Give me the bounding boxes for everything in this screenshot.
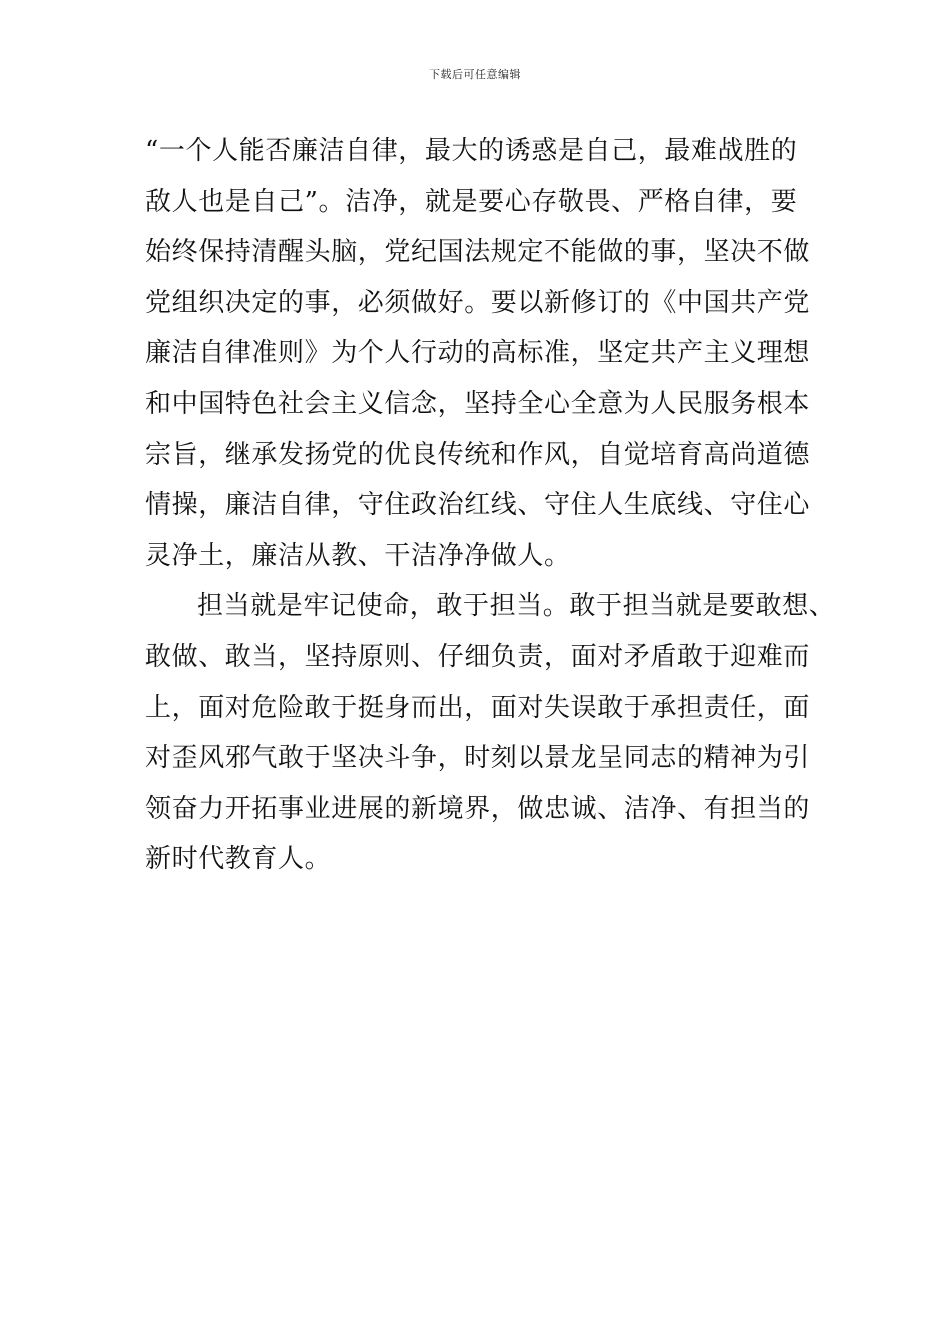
text-line: 对歪风邪气敢于坚决斗争，时刻以景龙呈同志的精神为引 bbox=[145, 743, 811, 774]
text-line: 党组织决定的事，必须做好。要以新修订的《中国共产党 bbox=[145, 287, 811, 318]
text-line: 灵净土，廉洁从教、干洁净净做人。 bbox=[145, 540, 571, 571]
text-line: “一个人能否廉洁自律，最大的诱惑是自己，最难战胜的 bbox=[145, 136, 798, 166]
text-line: 领奋力开拓事业进展的新境界，做忠诚、洁净、有担当的 bbox=[145, 793, 811, 824]
paragraph-2-first-line: 担当就是牢记使命，敢于担当。敢于担当就是要敢想、 bbox=[197, 591, 836, 622]
text-line: 敌人也是自己”。洁净，就是要心存敬畏、严格自律，要 bbox=[145, 186, 798, 217]
text-line: 情操，廉洁自律，守住政治红线、守住人生底线、守住心 bbox=[145, 490, 811, 521]
text-line: 和中国特色社会主义信念，坚持全心全意为人民服务根本 bbox=[145, 388, 811, 419]
text-line: 廉洁自律准则》为个人行动的高标准，坚定共产主义理想 bbox=[145, 338, 811, 369]
page-header-note: 下载后可任意编辑 bbox=[429, 68, 521, 81]
text-line: 始终保持清醒头脑，党纪国法规定不能做的事，坚决不做 bbox=[145, 237, 811, 268]
text-line: 新时代教育人。 bbox=[145, 844, 332, 875]
document-body bbox=[145, 126, 836, 885]
text-line: 上，面对危险敢于挺身而出，面对失误敢于承担责任，面 bbox=[145, 692, 811, 723]
text-line: 宗旨，继承发扬党的优良传统和作风，自觉培育高尚道德 bbox=[145, 439, 811, 470]
text-line: 敢做、敢当，坚持原则、仔细负责，面对矛盾敢于迎难而 bbox=[145, 641, 811, 672]
